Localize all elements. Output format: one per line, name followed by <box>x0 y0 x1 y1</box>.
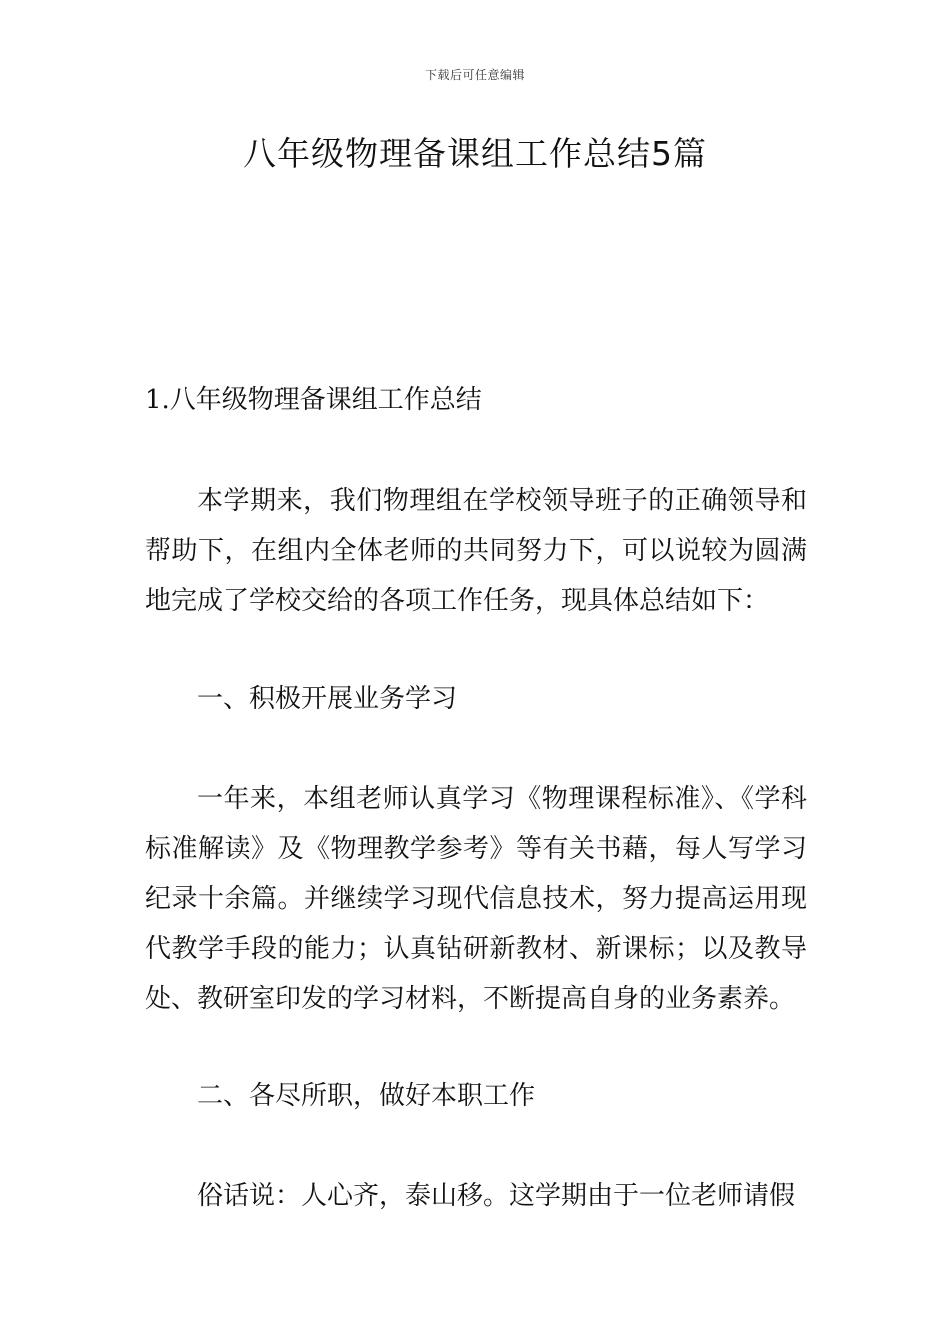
duties-paragraph: 俗话说：人心齐，泰山移。这学期由于一位老师请假 <box>197 1181 796 1211</box>
intro-paragraph: 本学期来，我们物理组在学校领导班子的正确领导和帮助下，在组内全体老师的共同努力下，可以说较为圆满地完成了学校交给的各项工作任务，现具体总结如下： <box>145 486 807 616</box>
section-title: 1.八年级物理备课组工作总结 <box>145 385 482 415</box>
heading-business-study: 一、积极开展业务学习 <box>197 684 458 714</box>
document-title: 八年级物理备课组工作总结5篇 <box>243 134 707 173</box>
heading-duties: 二、各尽所职，做好本职工作 <box>197 1081 536 1111</box>
header-note: 下载后可任意编辑 <box>424 68 525 82</box>
business-study-paragraph: 一年来，本组老师认真学习《物理课程标准》、《学科标准解读》及《物理教学参考》等有关书藉，每人写学习纪录十余篇。并继续学习现代信息技术，努力提高运用现代教学手段的能力；认真钻研新教材、新课标；以及教导处、教研室印发的学习材料，不断提高自身的业务素养。 <box>145 784 807 1014</box>
